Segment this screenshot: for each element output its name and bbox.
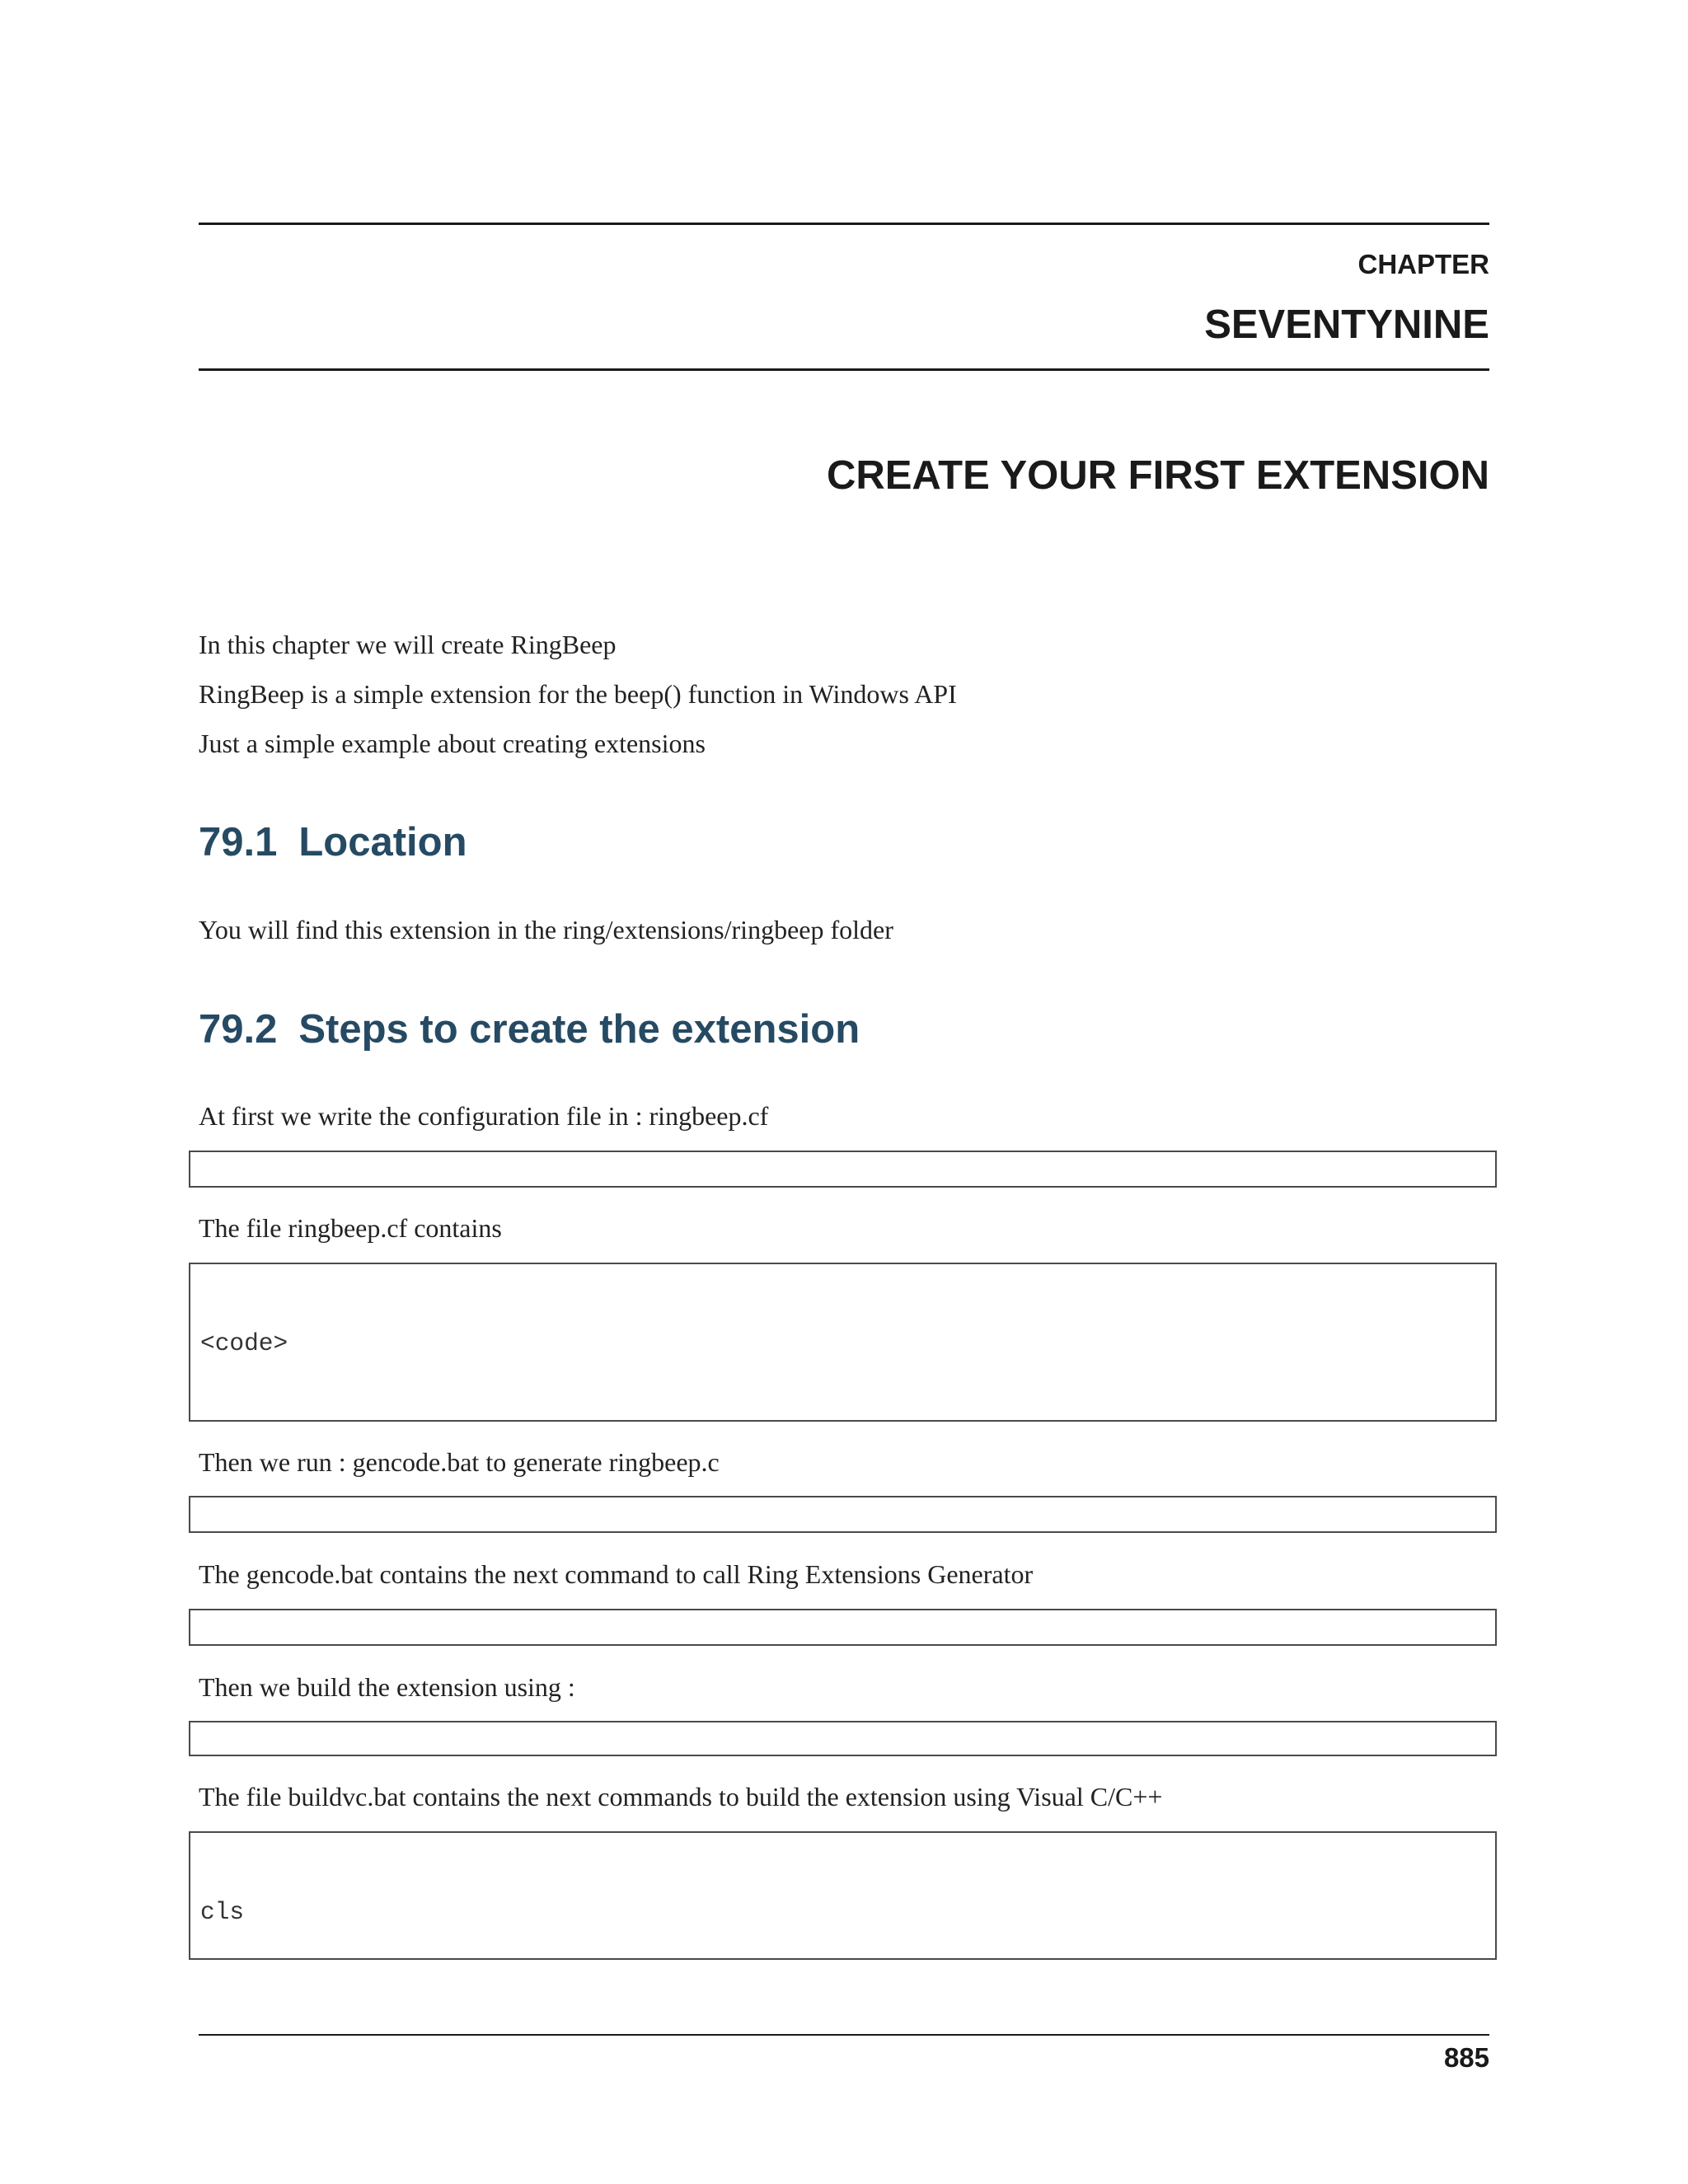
code-block — [189, 1609, 1497, 1646]
code-line: <code> — [200, 1329, 288, 1357]
section-title: Steps to create the extension — [298, 1007, 860, 1052]
section-paragraph: The file buildvc.bat contains the next commands to build the extension using Visual C/C++ — [199, 1782, 1163, 1811]
section-paragraph: Then we build the extension using : — [199, 1672, 575, 1702]
code-block — [189, 1263, 1497, 1422]
footer-rule — [199, 2034, 1489, 2036]
code-block — [189, 1721, 1497, 1756]
code-block — [189, 1496, 1497, 1533]
page-number: 885 — [1443, 2042, 1489, 2073]
intro-paragraph: RingBeep is a simple extension for the beep() function in Windows API — [199, 679, 957, 709]
chapter-top-rule — [199, 223, 1489, 225]
intro-paragraph: Just a simple example about creating extensions — [199, 729, 706, 758]
code-line — [200, 1420, 1485, 1422]
chapter-label: CHAPTER — [1357, 249, 1489, 279]
section-paragraph: You will find this extension in the ring/extensions/ringbeep folder — [199, 915, 893, 944]
code-block — [189, 1831, 1497, 1960]
section-number: 79.1 — [199, 820, 278, 865]
code-block — [189, 1151, 1497, 1188]
section-paragraph: Then we run : gencode.bat to generate ringbeep.c — [199, 1447, 720, 1477]
section-paragraph: The gencode.bat contains the next command to call Ring Extensions Generator — [199, 1559, 1034, 1589]
section-heading-steps — [199, 1006, 860, 1052]
code-line: cls — [200, 1898, 245, 1926]
section-title: Location — [298, 820, 467, 865]
section-paragraph: The file ringbeep.cf contains — [199, 1213, 502, 1243]
section-number: 79.2 — [199, 1007, 278, 1052]
chapter-number: SEVENTYNINE — [1204, 302, 1489, 347]
section-paragraph: At first we write the configuration file in : ringbeep.cf — [199, 1101, 769, 1131]
section-heading-location — [199, 819, 467, 865]
chapter-title: CREATE YOUR FIRST EXTENSION — [826, 453, 1489, 498]
chapter-bottom-rule — [199, 368, 1489, 371]
intro-paragraph: In this chapter we will create RingBeep — [199, 630, 617, 659]
